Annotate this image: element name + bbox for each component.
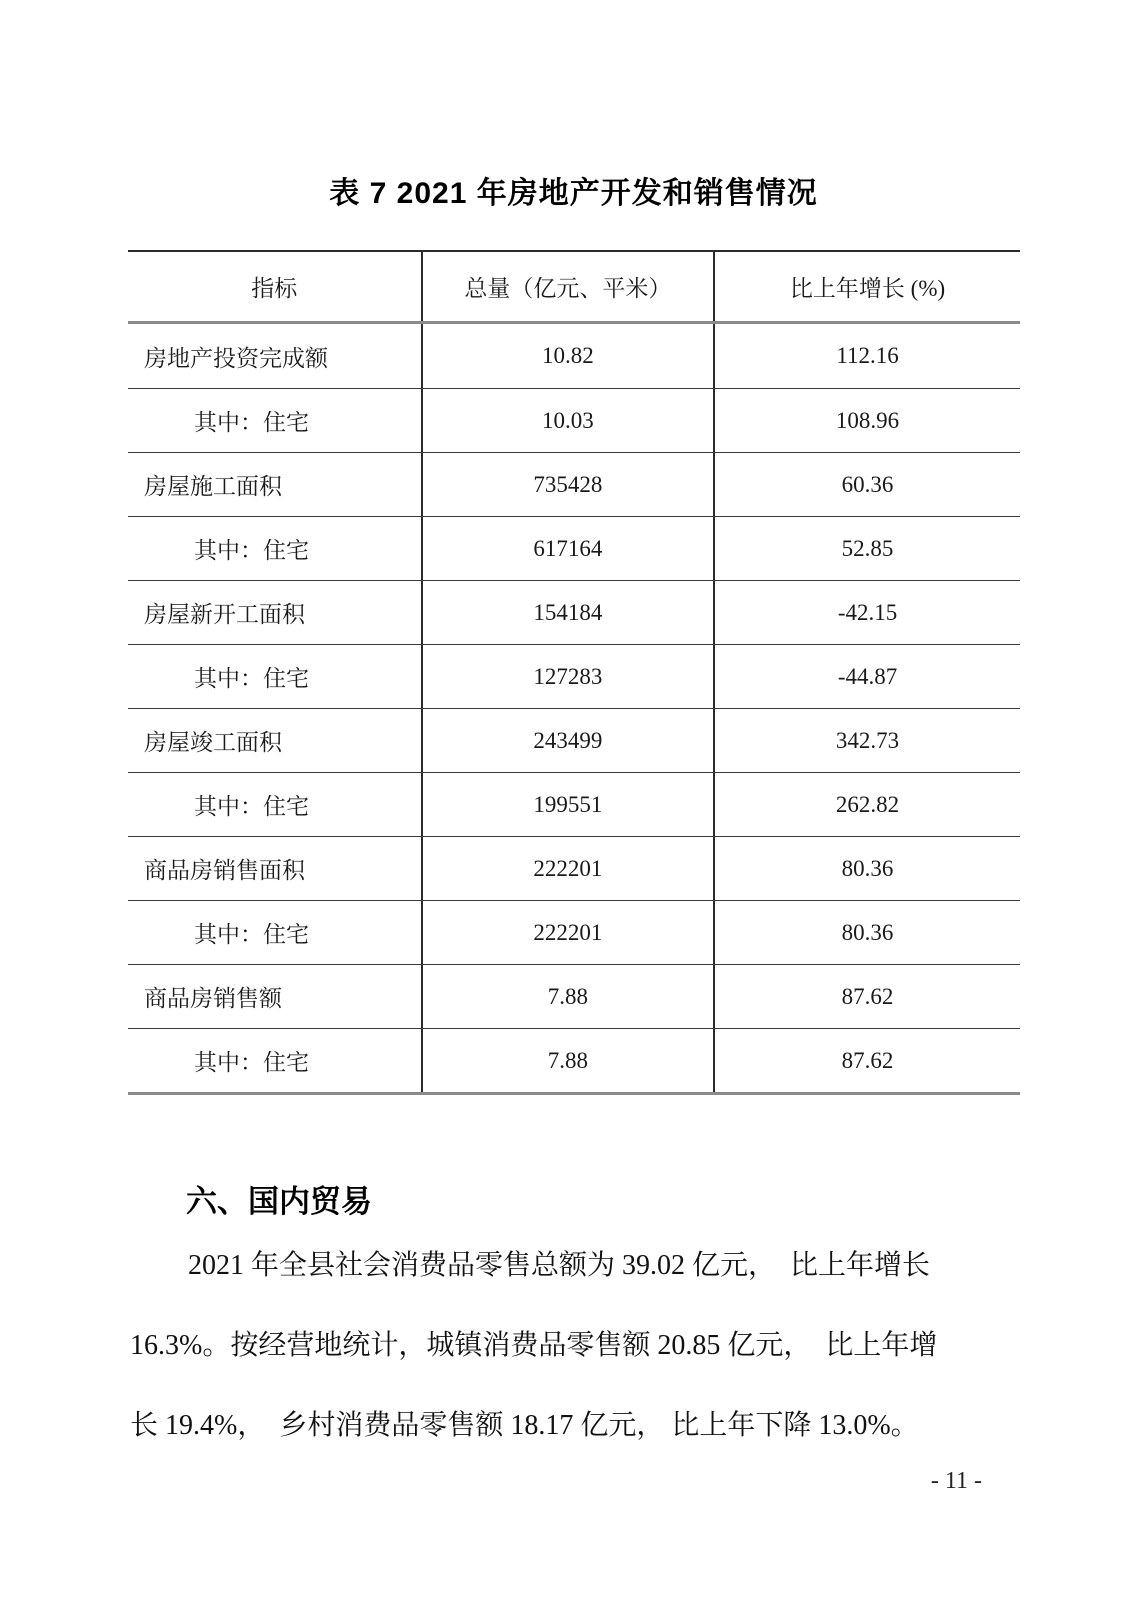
cell-total: 199551 xyxy=(421,773,714,836)
table-row xyxy=(128,644,1020,708)
section-heading-domestic-trade: 六、国内贸易 xyxy=(186,1184,372,1219)
header-total: 总量（亿元、平米） xyxy=(421,252,714,321)
cell-total: 617164 xyxy=(421,517,714,580)
cell-growth: 112.16 xyxy=(713,324,1020,388)
cell-indicator: 房屋竣工面积 xyxy=(144,730,282,755)
cell-total: 243499 xyxy=(421,709,714,772)
header-indicator: 指标 xyxy=(251,276,298,301)
table-row xyxy=(128,580,1020,644)
table-row xyxy=(128,836,1020,900)
cell-indicator: 房屋新开工面积 xyxy=(144,602,305,627)
table-row xyxy=(128,324,1020,388)
body-paragraph xyxy=(130,1226,1030,1466)
table-header-row xyxy=(128,252,1020,324)
cell-growth: 80.36 xyxy=(713,901,1020,964)
cell-indicator: 其中：住宅 xyxy=(194,794,309,819)
cell-indicator: 其中：住宅 xyxy=(194,410,309,435)
cell-total: 10.82 xyxy=(421,324,714,388)
cell-growth: 108.96 xyxy=(713,389,1020,452)
cell-total: 222201 xyxy=(421,901,714,964)
cell-growth: 262.82 xyxy=(713,773,1020,836)
table-row xyxy=(128,708,1020,772)
table-row xyxy=(128,516,1020,580)
paragraph-line: 长 19.4%， 乡村消费品零售额 18.17 亿元， 比上年下降 13.0%。 xyxy=(130,1410,919,1441)
cell-indicator: 其中：住宅 xyxy=(194,922,309,947)
table-row xyxy=(128,452,1020,516)
table-row xyxy=(128,1028,1020,1092)
cell-total: 7.88 xyxy=(421,965,714,1028)
cell-indicator: 其中：住宅 xyxy=(194,538,309,563)
real-estate-table xyxy=(128,250,1020,1095)
cell-growth: 60.36 xyxy=(713,453,1020,516)
cell-growth: -44.87 xyxy=(713,645,1020,708)
cell-indicator: 房屋施工面积 xyxy=(144,474,282,499)
cell-total: 127283 xyxy=(421,645,714,708)
cell-indicator: 商品房销售额 xyxy=(144,986,282,1011)
cell-growth: -42.15 xyxy=(713,581,1020,644)
page-number: - 11 - xyxy=(930,1468,982,1494)
cell-growth: 87.62 xyxy=(713,965,1020,1028)
cell-total: 735428 xyxy=(421,453,714,516)
cell-growth: 87.62 xyxy=(713,1029,1020,1092)
header-growth: 比上年增长 (%) xyxy=(713,252,1020,321)
table-row xyxy=(128,772,1020,836)
cell-indicator: 商品房销售面积 xyxy=(144,858,305,883)
table-row xyxy=(128,388,1020,452)
cell-indicator: 其中：住宅 xyxy=(194,666,309,691)
paragraph-line: 2021 年全县社会消费品零售总额为 39.02 亿元， 比上年增长 xyxy=(188,1250,931,1281)
cell-growth: 342.73 xyxy=(713,709,1020,772)
cell-total: 10.03 xyxy=(421,389,714,452)
cell-total: 7.88 xyxy=(421,1029,714,1092)
table-title: 表 7 2021 年房地产开发和销售情况 xyxy=(329,177,818,210)
cell-indicator: 其中：住宅 xyxy=(194,1050,309,1075)
table-row xyxy=(128,964,1020,1028)
paragraph-line: 16.3%。按经营地统计，城镇消费品零售额 20.85 亿元， 比上年增 xyxy=(130,1330,938,1361)
cell-growth: 52.85 xyxy=(713,517,1020,580)
cell-growth: 80.36 xyxy=(713,837,1020,900)
table-row xyxy=(128,900,1020,964)
cell-indicator: 房地产投资完成额 xyxy=(144,345,328,371)
cell-total: 222201 xyxy=(421,837,714,900)
cell-total: 154184 xyxy=(421,581,714,644)
